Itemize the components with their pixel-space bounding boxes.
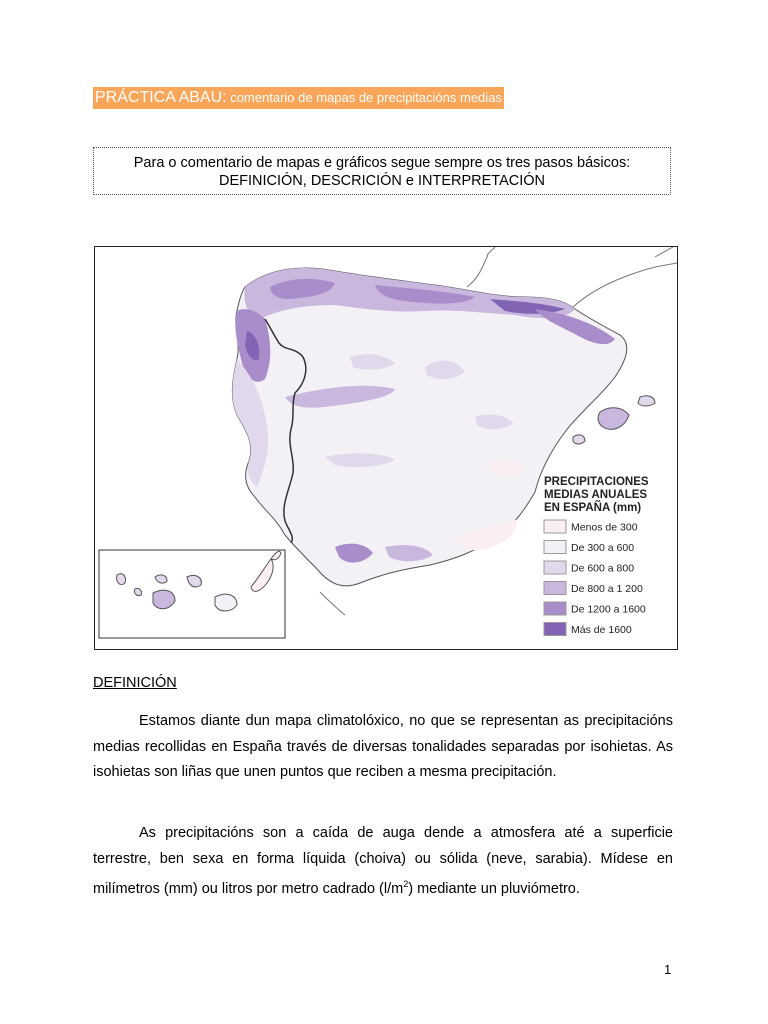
paragraph-1: Estamos diante dun mapa climatolóxico, no que se representan as precipitacións medias recollidas en España través de diversas tonalidades separadas por isohietas. As isohietas son liñas que unen puntos que reciben a mesma precipitación.: [93, 713, 673, 780]
canary-inset: [99, 550, 285, 638]
mallorca-shape: [598, 408, 629, 430]
legend-label: Menos de 300: [571, 521, 638, 534]
legend-title-2: MEDIAS ANUALES: [544, 489, 648, 501]
instruction-line-1: Para o comentario de mapas e gráficos segue sempre os tres pasos básicos:: [133, 155, 631, 171]
map-legend: [544, 476, 649, 636]
legend-label: De 600 a 800: [571, 562, 635, 575]
paragraph-2-text: As precipitacións son a caída de auga dende a atmosfera até a superficie terrestre, ben sexa en forma líquida (choiva) ou sólida (neve, sarabia). Mídese en milímetros (mm) ou litros por metro cadrado (l/m: [93, 825, 673, 897]
section-heading: DEFINICIÓN: [93, 675, 177, 691]
legend-label: De 800 a 1 200: [571, 583, 643, 595]
title-subtitle: comentario de mapas de precipitacións medias: [226, 90, 502, 105]
menorca-shape: [638, 396, 655, 406]
document-title: [93, 87, 504, 109]
paragraph-2-superscript: 2: [403, 879, 409, 889]
instruction-box: [93, 147, 671, 195]
instruction-line-2: DEFINICIÓN, DESCRICIÓN e INTERPRETACIÓN: [218, 173, 545, 189]
paragraph-2: [93, 821, 673, 902]
legend-swatch: [544, 623, 566, 636]
legend-swatch: [544, 520, 566, 533]
legend-swatch: [544, 541, 566, 554]
legend-swatch: [544, 602, 566, 615]
legend-label: De 1200 a 1600: [571, 603, 646, 616]
page-number: 1: [664, 962, 672, 977]
precipitation-map: [94, 246, 678, 650]
legend-title-3: EN ESPAÑA (mm): [544, 502, 642, 514]
legend-swatch: [544, 561, 566, 574]
legend-swatch: [544, 582, 566, 595]
title-main: PRÁCTICA ABAU:: [95, 89, 227, 106]
legend-title-1: PRECIPITACIONES: [544, 476, 649, 488]
legend-label: De 300 a 600: [571, 542, 635, 554]
paragraph-2-end: ) mediante un pluviómetro.: [408, 880, 580, 897]
legend-label: Más de 1600: [571, 624, 632, 636]
ibiza-shape: [573, 435, 585, 444]
map-svg: [95, 247, 677, 649]
